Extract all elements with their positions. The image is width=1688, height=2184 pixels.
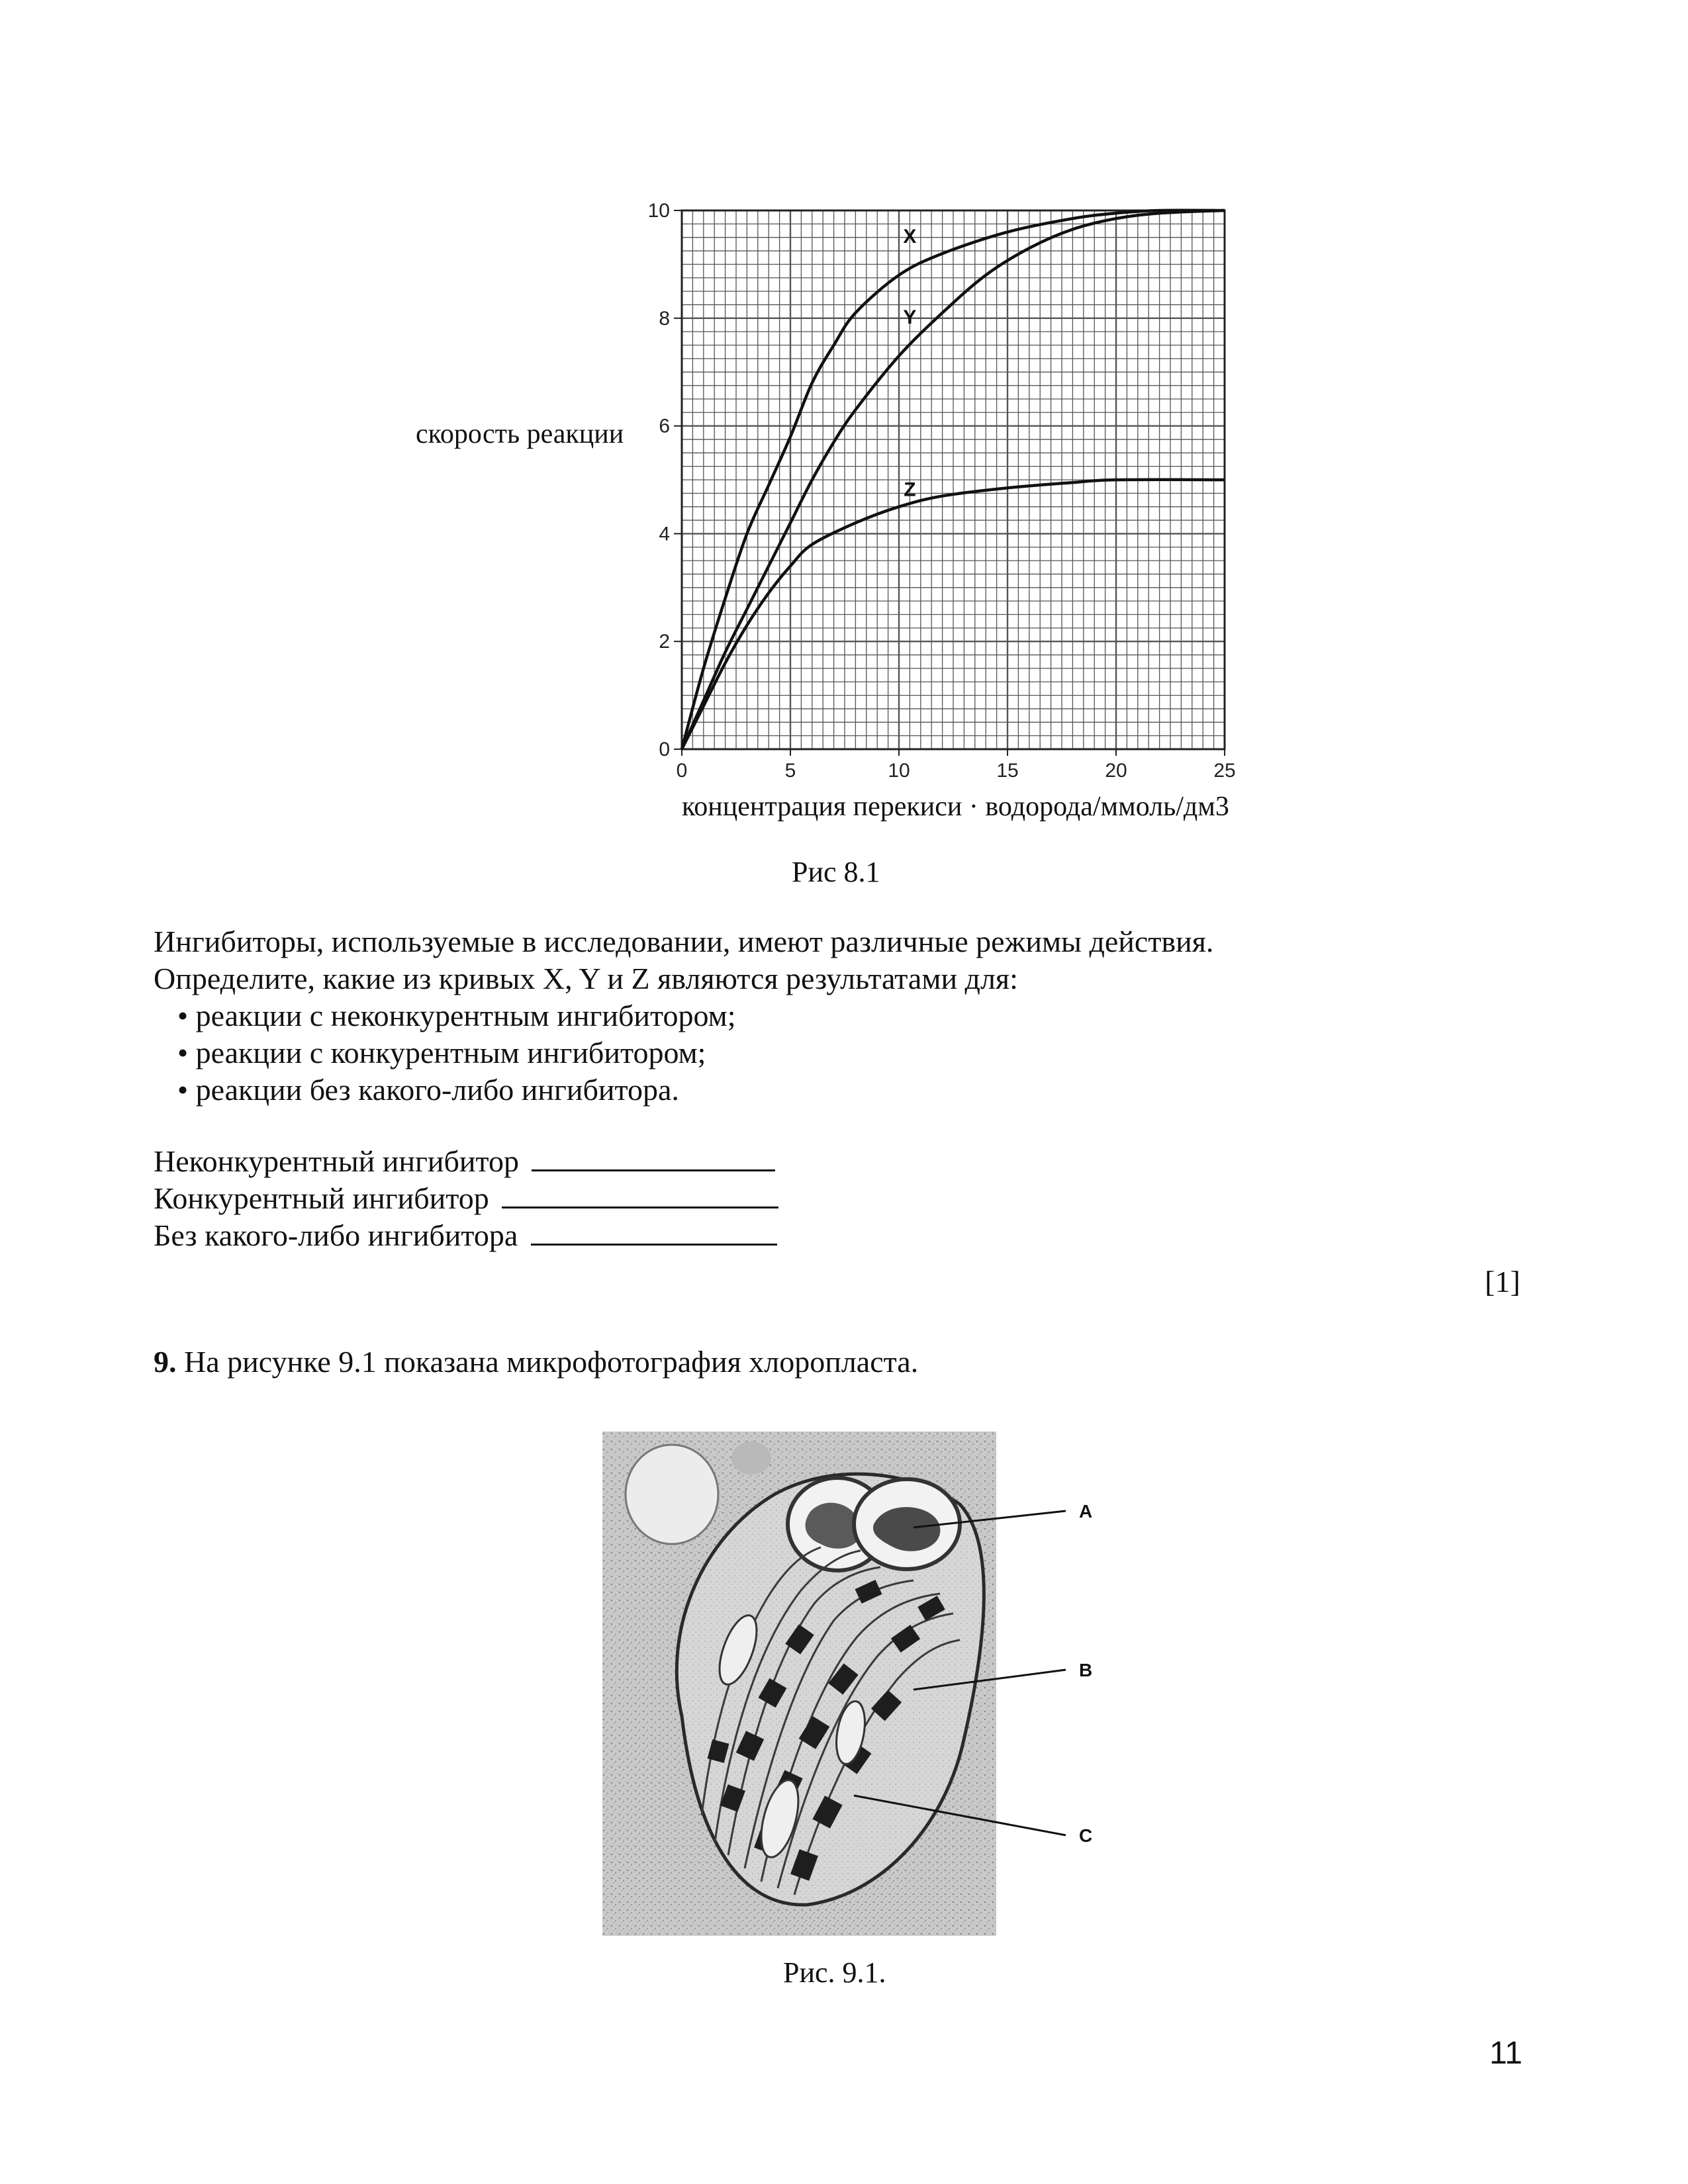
x-tick-label: 20 (1105, 760, 1127, 782)
answer-label-no-inhibitor: Без какого-либо ингибитора (154, 1218, 518, 1252)
answer-blank-competitive[interactable] (502, 1180, 778, 1208)
y-tick-label: 6 (659, 415, 670, 437)
x-tick-label: 10 (888, 760, 910, 782)
x-tick-label: 25 (1213, 760, 1236, 782)
vacuole-bubble (626, 1445, 718, 1544)
answer-row-competitive (154, 1180, 778, 1217)
answer-blank-noncompetitive[interactable] (532, 1143, 775, 1171)
marks-indicator: [1] (1485, 1265, 1521, 1298)
figure-caption-9-1: Рис. 9.1. (783, 1956, 886, 1989)
bullet-no-inhibitor: • реакции без какого-либо ингибитора. (177, 1073, 679, 1107)
y-tick-label: 4 (659, 523, 670, 545)
page-number: 11 (1489, 2036, 1523, 2071)
answer-row-noncompetitive (154, 1143, 775, 1180)
answer-blank-no-inhibitor[interactable] (531, 1217, 777, 1246)
question-9-text: На рисунке 9.1 показана микрофотография хлоропласта. (184, 1345, 919, 1379)
bullet-competitive: • реакции с конкурентным ингибитором; (177, 1036, 706, 1069)
answer-label-competitive: Конкурентный ингибитор (154, 1181, 489, 1215)
paragraph-inhibitors: Ингибиторы, используемые в исследовании, имеют различные режимы действия. (154, 925, 1214, 958)
curve-label-y: Y (903, 306, 917, 328)
answer-row-no-inhibitor (154, 1217, 777, 1254)
curve-label-z: Z (904, 478, 916, 501)
x-tick-label: 5 (784, 760, 796, 782)
label-c: C (1079, 1825, 1093, 1846)
question-9-number: 9. (154, 1345, 177, 1379)
paragraph-determine: Определите, какие из кривых X, Y и Z являются результатами для: (154, 962, 1018, 995)
label-a: A (1079, 1501, 1093, 1522)
y-tick-label: 8 (659, 307, 670, 330)
figure-caption-8-1: Рис 8.1 (792, 856, 880, 888)
vesicle (731, 1441, 771, 1475)
chloroplast-micrograph (602, 1432, 1112, 1936)
label-b: B (1079, 1660, 1093, 1680)
reaction-rate-chart (397, 185, 1324, 834)
bullet-noncompetitive: • реакции с неконкурентным ингибитором; (177, 999, 736, 1032)
curve-label-x: X (903, 225, 917, 248)
x-tick-label: 0 (676, 760, 688, 782)
question-9 (154, 1343, 918, 1381)
y-tick-label: 2 (659, 631, 670, 653)
y-tick-label: 0 (659, 739, 670, 760)
x-tick-label: 15 (996, 760, 1019, 782)
answer-label-noncompetitive: Неконкурентный ингибитор (154, 1144, 519, 1178)
x-axis-label: концентрация перекиси · водорода/ммоль/дм3 (682, 792, 1229, 822)
y-tick-label: 10 (647, 200, 670, 222)
y-axis-label: скорость реакции (416, 419, 624, 449)
